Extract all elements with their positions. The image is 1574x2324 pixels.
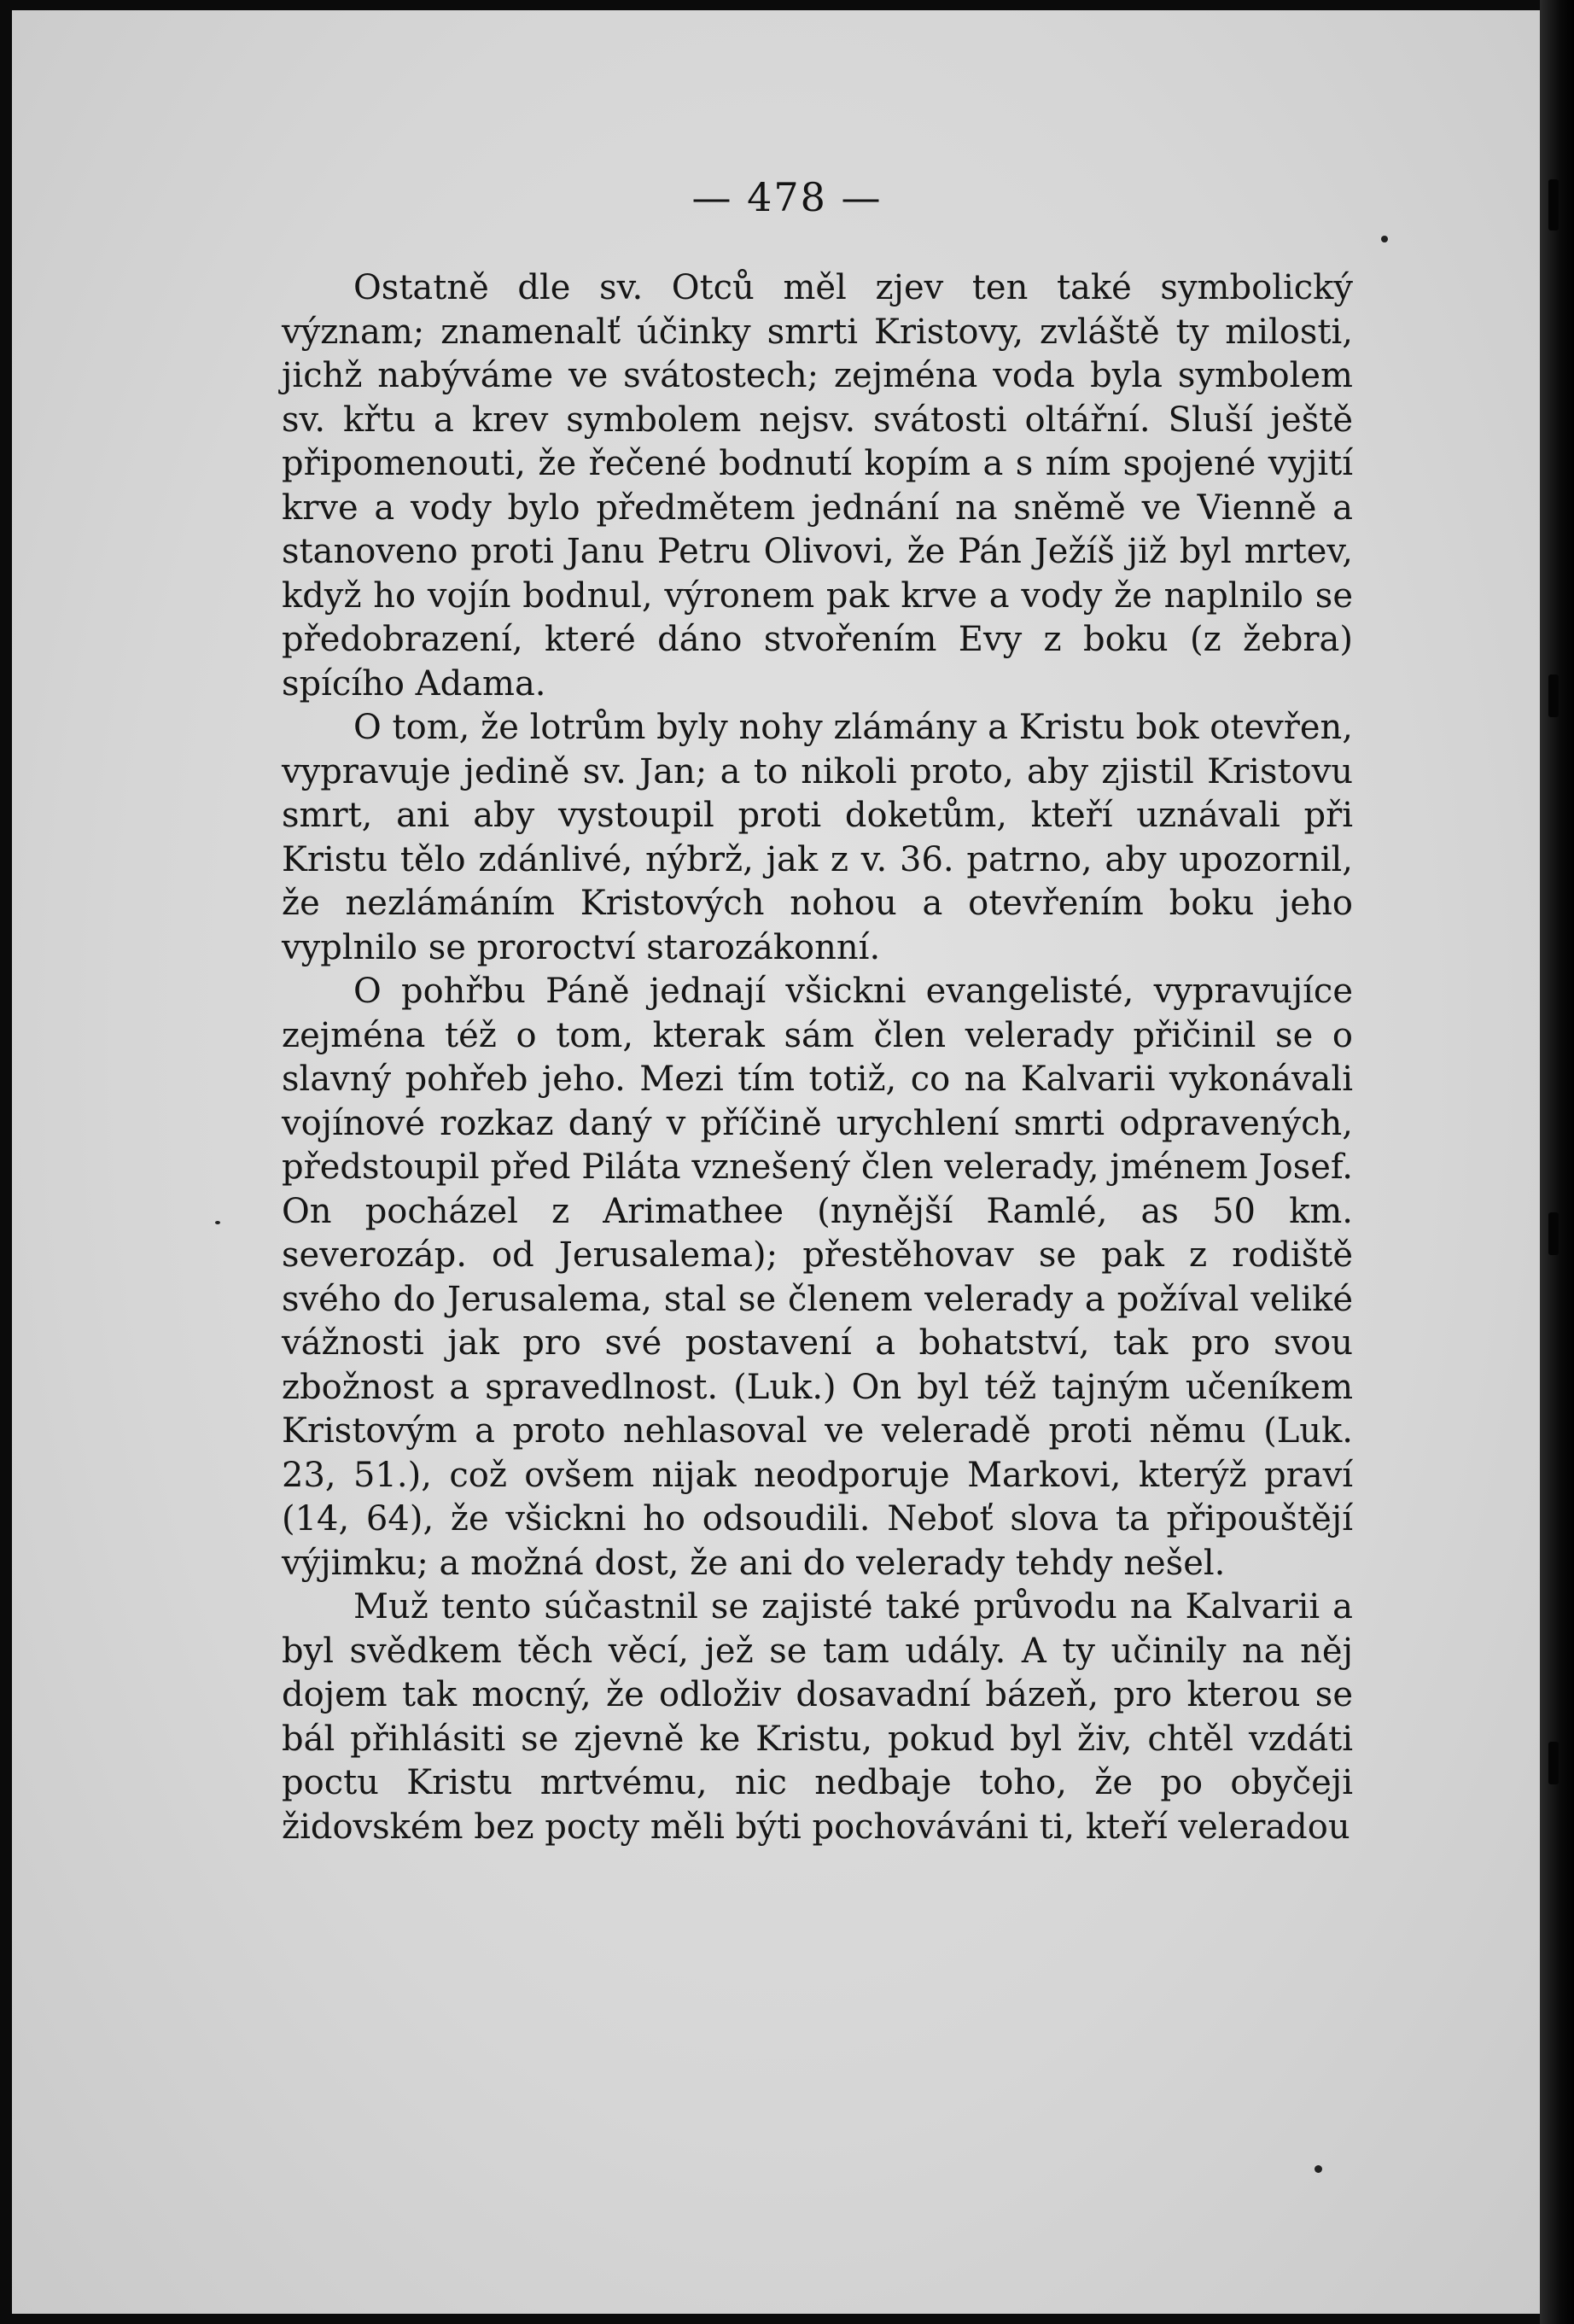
paragraph: O tom, že lotrům byly nohy zlámány a Kristu bok otevřen, vypravuje jedině sv. Jan; a to nikoli proto, aby zjistil Kristovu smrt, ani aby vystoupil proti doketům, kteří uznávali při Kristu tělo zdánlivé, nýbrž, jak z v. 36. patrno, aby upozornil, že nezlámáním Kristových nohou a otevřením boku jeho vyplnilo se proroctví starozákonní. <box>282 708 1353 967</box>
edge-notch <box>1548 674 1559 717</box>
paragraph: O pohřbu Páně jednají všickni evangelisté, vypravujíce zejména též o tom, kterak sám člen velerady přičinil se o slavný pohřeb jeho. Mezi tím totiž, co na Kalvarii vykonávali vojínové rozkaz daný v příčině urychlení smrti odpravených, předstoupil před Piláta vznešený člen velerady, jménem Josef. On pocházel z Arimathee (nynější Ramlé, as 50 km. severozáp. od Jerusalema); přestěhovav se pak z rodiště svého do Jerusalema, stal se členem velerady a požíval veliké vážnosti jak pro své postavení a bohatství, tak pro svou zbožnost a spravedlnost. (Luk.) On byl též tajným učeníkem Kristovým a proto nehlasoval ve veleradě proti němu (Luk. 23, 51.), což ovšem nijak neodporuje Markovi, kterýž praví (14, 64), že všickni ho odsoudili. Neboť slova ta připouštějí výjimku; a možná dost, že ani do velerady tehdy nešel. <box>282 972 1353 1583</box>
paper-speck <box>1315 2165 1322 2173</box>
page-number: — 478 — <box>691 174 883 220</box>
edge-notch <box>1548 1212 1559 1255</box>
body-text <box>282 266 1353 1849</box>
paper-speck <box>1381 236 1388 242</box>
paragraph: Muž tento súčastnil se zajisté také průvodu na Kalvarii a byl svědkem těch věcí, jež se tam udály. A ty učinily na něj dojem tak mocný, že odloživ dosavadní bázeň, pro kterou se bál přihlásiti se zjevně ke Kristu, pokud byl živ, chtěl vzdáti poctu Kristu mrtvému, nic nedbaje toho, že po obyčeji židovském bez pocty měli býti pochováváni ti, kteří veleradou <box>282 1587 1353 1847</box>
paper-speck <box>215 1221 220 1224</box>
edge-notch <box>1548 1742 1559 1784</box>
paragraph: Ostatně dle sv. Otců měl zjev ten také symbolický význam; znamenalť účinky smrti Kristovy, zvláště ty milosti, jichž nabýváme ve svátostech; zejména voda byla symbolem sv. křtu a krev symbolem nejsv. svátosti oltářní. Sluší ještě připomenouti, že řečené bodnutí kopím a s ním spojené vyjití krve a vody bylo předmětem jednání na sněmě ve Vienně a stanoveno proti Janu Petru Olivovi, že Pán Ježíš již byl mrtev, když ho vojín bodnul, výronem pak krve a vody že naplnilo se předobrazení, které dáno stvořením Evy z boku (z žebra) spícího Adama. <box>282 268 1353 704</box>
page-edge-shadow <box>1540 0 1574 2324</box>
